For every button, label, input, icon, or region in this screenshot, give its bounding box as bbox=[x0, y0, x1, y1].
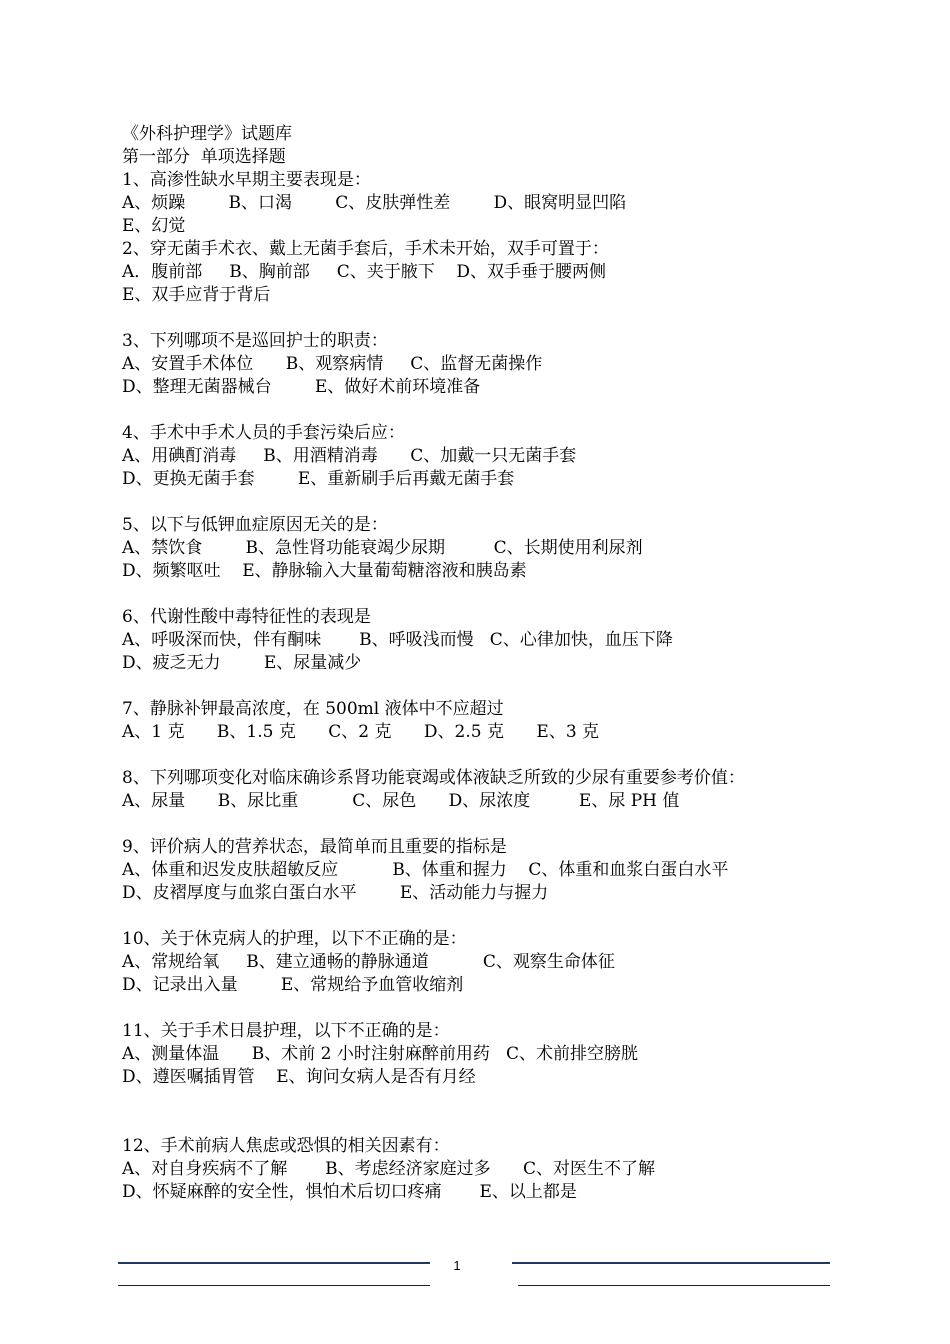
question-options: A、安置手术体位 B、观察病情 C、监督无菌操作 bbox=[122, 354, 543, 374]
question-options: A、体重和迟发皮肤超敏反应 B、体重和握力 C、体重和血浆白蛋白水平 bbox=[122, 860, 729, 880]
question-stem: 8、下列哪项变化对临床确诊系肾功能衰竭或体液缺乏所致的少尿有重要参考价值： bbox=[122, 768, 745, 788]
question-options: E、双手应背于背后 bbox=[122, 285, 271, 305]
section-heading: 第一部分 单项选择题 bbox=[122, 147, 286, 167]
footer-rule-right-bottom bbox=[518, 1285, 830, 1286]
question-options: A、烦躁 B、口渴 C、皮肤弹性差 D、眼窝明显凹陷 bbox=[122, 193, 627, 213]
question-stem: 7、静脉补钾最高浓度，在 500ml 液体中不应超过 bbox=[122, 699, 504, 719]
question-options: E、幻觉 bbox=[122, 216, 186, 236]
question-options: D、记录出入量 E、常规给予血管收缩剂 bbox=[122, 975, 464, 995]
page-footer bbox=[0, 1252, 950, 1292]
question-options: D、遵医嘱插胃管 E、询问女病人是否有月经 bbox=[122, 1067, 476, 1087]
question-stem: 11、关于手术日晨护理，以下不正确的是： bbox=[122, 1021, 450, 1041]
question-options: A、1 克 B、1.5 克 C、2 克 D、2.5 克 E、3 克 bbox=[122, 722, 600, 742]
question-options: D、怀疑麻醉的安全性，惧怕术后切口疼痛 E、以上都是 bbox=[122, 1182, 577, 1202]
question-options: A、呼吸深而快，伴有酮味 B、呼吸浅而慢 C、心律加快，血压下降 bbox=[122, 630, 673, 650]
footer-rule-left-top bbox=[118, 1262, 430, 1264]
question-stem: 2、穿无菌手术衣、戴上无菌手套后，手术未开始，双手可置于： bbox=[122, 239, 609, 259]
footer-rule-right-top bbox=[512, 1262, 830, 1264]
question-stem: 9、评价病人的营养状态，最简单而且重要的指标是 bbox=[122, 837, 507, 857]
question-options: A、对自身疾病不了解 B、考虑经济家庭过多 C、对医生不了解 bbox=[122, 1159, 656, 1179]
question-stem: 10、关于休克病人的护理，以下不正确的是： bbox=[122, 929, 467, 949]
question-options: D、频繁呕吐 E、静脉输入大量葡萄糖溶液和胰岛素 bbox=[122, 561, 527, 581]
question-stem: 1、高渗性缺水早期主要表现是： bbox=[122, 170, 371, 190]
question-options: A、测量体温 B、术前 2 小时注射麻醉前用药 C、术前排空膀胱 bbox=[122, 1044, 639, 1064]
question-options: D、整理无菌器械台 E、做好术前环境准备 bbox=[122, 377, 481, 397]
document-title: 《外科护理学》试题库 bbox=[122, 124, 292, 144]
question-options: D、疲乏无力 E、尿量减少 bbox=[122, 653, 362, 673]
question-stem: 3、下列哪项不是巡回护士的职责： bbox=[122, 331, 388, 351]
question-stem: 6、代谢性酸中毒特征性的表现是 bbox=[122, 607, 371, 627]
question-options: A、尿量 B、尿比重 C、尿色 D、尿浓度 E、尿 PH 值 bbox=[122, 791, 680, 811]
document-body bbox=[122, 123, 842, 1204]
question-options: A、常规给氧 B、建立通畅的静脉通道 C、观察生命体征 bbox=[122, 952, 615, 972]
question-stem: 4、手术中手术人员的手套污染后应： bbox=[122, 423, 405, 443]
question-stem: 5、以下与低钾血症原因无关的是： bbox=[122, 515, 388, 535]
question-options: D、更换无菌手套 E、重新刷手后再戴无菌手套 bbox=[122, 469, 515, 489]
question-stem: 12、手术前病人焦虑或恐惧的相关因素有： bbox=[122, 1136, 450, 1156]
question-options: A、禁饮食 B、急性肾功能衰竭少尿期 C、长期使用利尿剂 bbox=[122, 538, 643, 558]
footer-rule-left-bottom bbox=[118, 1285, 430, 1286]
question-options: D、皮褶厚度与血浆白蛋白水平 E、活动能力与握力 bbox=[122, 883, 549, 903]
question-options: A、用碘酊消毒 B、用酒精消毒 C、加戴一只无菌手套 bbox=[122, 446, 577, 466]
question-options: A．腹前部 B、胸前部 C、夹于腋下 D、双手垂于腰两侧 bbox=[122, 262, 607, 282]
page-number: 1 bbox=[453, 1258, 461, 1273]
